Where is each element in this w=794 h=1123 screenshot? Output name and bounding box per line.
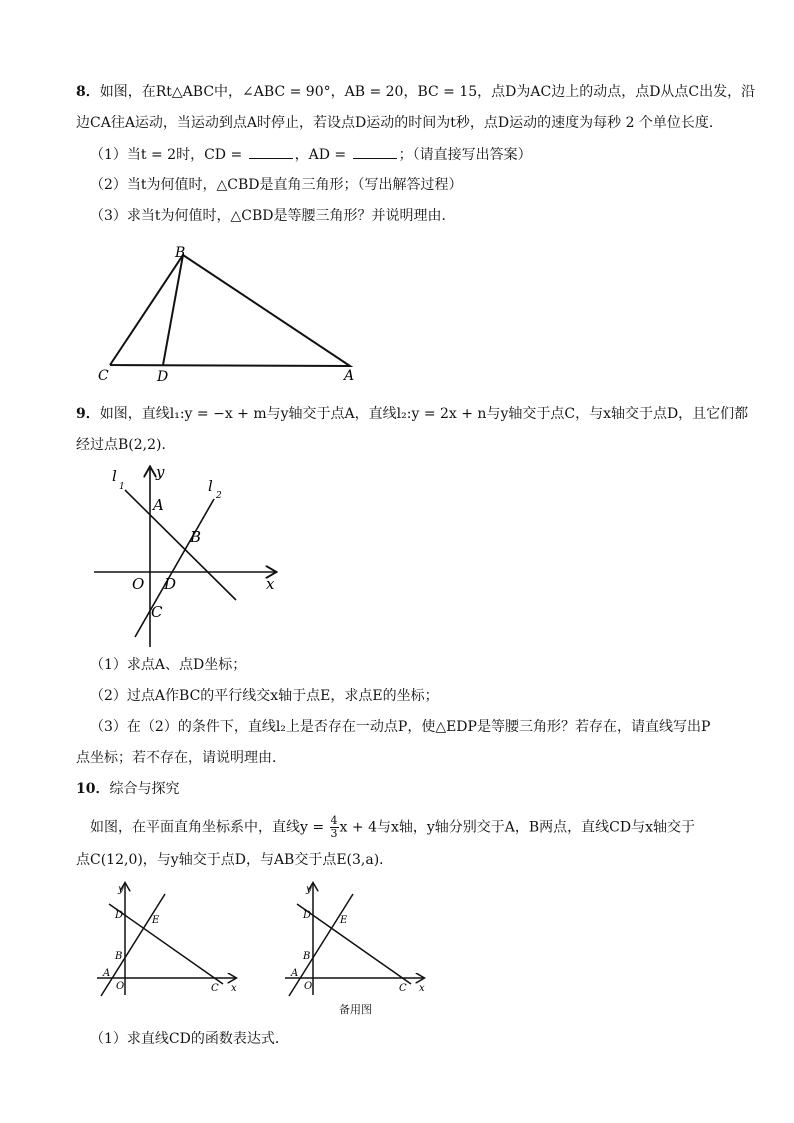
q10-stem-text-b: x + 4与x轴，y轴分别交于A，B两点，直线CD与x轴交于 xyxy=(339,819,696,836)
q9-label-b: B xyxy=(190,528,202,546)
q9-coordinate-figure xyxy=(90,462,290,652)
q10-frac-numerator: 4 xyxy=(330,814,338,827)
q9-part3-line2: 点坐标；若不存在，请说明理由． xyxy=(76,750,286,766)
q9-part3-line1: （3）在（2）的条件下，直线l₂上是否存在一动点P，使△EDP是等腰三角形？若存在，请直线写出P xyxy=(90,719,711,735)
q8-number: 8． xyxy=(76,84,100,100)
q9-label-l2-sub: 2 xyxy=(216,491,222,501)
q8-part1-text-b: ，AD = xyxy=(294,147,351,163)
q9-stem-line1 xyxy=(76,404,748,424)
q9-label-l1-sub: 1 xyxy=(119,482,125,492)
q10-backup-figure xyxy=(283,880,443,998)
q10-backup-label-x: x xyxy=(419,983,425,994)
q10-main-figure xyxy=(95,880,255,998)
q10-main-label-y: y xyxy=(118,884,124,895)
q10-backup-label-e: E xyxy=(340,915,348,926)
q9-stem-text1: 如图，直线l₁:y = −x + m与y轴交于点A，直线l₂:y = 2x + n与y轴交于点C，与x轴交于点D，且它们都 xyxy=(99,406,749,422)
q10-backup-line-cd xyxy=(297,904,411,984)
q10-backup-label-d: D xyxy=(303,910,312,921)
q10-main-label-a: A xyxy=(103,968,111,979)
q10-backup-label-y: y xyxy=(306,884,312,895)
q9-label-c: C xyxy=(151,603,163,621)
q9-label-x: x xyxy=(266,575,275,593)
q9-label-l1: l xyxy=(112,467,117,485)
q9-label-y: y xyxy=(156,463,165,481)
q10-main-label-o: O xyxy=(116,981,125,992)
q10-backup-label-c: C xyxy=(399,983,407,994)
q10-stem-line2: 点C(12,0)，与y轴交于点D，与AB交于点E(3,a)． xyxy=(76,852,394,868)
q10-main-label-c: C xyxy=(211,983,219,994)
q10-backup-label-o: O xyxy=(304,981,313,992)
q10-number: 10． xyxy=(76,781,110,797)
q9-part1: （1）求点A、点D坐标； xyxy=(90,657,247,673)
q9-label-o: O xyxy=(132,575,145,593)
q10-backup-label-a: A xyxy=(291,968,299,979)
q10-main-label-e: E xyxy=(152,915,160,926)
q8-part3: （3）求当t为何值时，△CBD是等腰三角形？并说明理由． xyxy=(90,208,456,224)
q8-stem-text1: 如图，在Rt△ABC中，∠ABC = 90°，AB = 20，BC = 15，点D为AC边上的动点，点D从点C出发，沿 xyxy=(99,84,756,100)
q8-label-c: C xyxy=(98,368,109,384)
q8-label-d: D xyxy=(157,369,169,385)
q8-part1 xyxy=(90,144,532,165)
q9-label-l2: l xyxy=(208,477,213,495)
q8-part1-text-c: ；（请直接写出答案） xyxy=(398,147,532,163)
q8-ad-answer-blank[interactable] xyxy=(353,144,397,159)
q9-part2: （2）过点A作BC的平行线交x轴于点E，求点E的坐标； xyxy=(90,688,439,704)
q10-main-label-x: x xyxy=(231,983,237,994)
q10-backup-caption: 备用图 xyxy=(339,1003,372,1016)
q10-stem-line1 xyxy=(90,815,695,840)
q10-stem-text-a: 如图，在平面直角坐标系中，直线y = xyxy=(90,819,329,836)
q10-main-line-ab xyxy=(101,894,165,996)
q8-label-b: B xyxy=(175,245,186,261)
q10-main-line-cd xyxy=(109,904,223,984)
q10-main-label-d: D xyxy=(115,910,124,921)
q8-stem-line1 xyxy=(76,82,755,102)
q10-title: 综合与探究 xyxy=(109,781,180,797)
q9-line-l2 xyxy=(135,499,214,637)
q8-part2: （2）当t为何值时，△CBD是直角三角形；（写出解答过程） xyxy=(90,177,463,193)
q10-fraction xyxy=(330,815,339,840)
q8-label-a: A xyxy=(344,368,355,384)
q8-triangle-abc xyxy=(110,255,350,366)
q9-number: 9． xyxy=(76,406,100,422)
q9-label-a: A xyxy=(153,496,164,514)
q9-label-d: D xyxy=(164,575,177,593)
q9-stem-line2: 经过点B(2,2)． xyxy=(76,437,176,453)
q8-cd-answer-blank[interactable] xyxy=(249,144,293,159)
q10-backup-label-b: B xyxy=(303,951,311,962)
q8-part1-text-a: （1）当t = 2时，CD = xyxy=(90,147,247,163)
q10-main-label-b: B xyxy=(115,951,123,962)
q10-heading xyxy=(76,779,179,799)
q10-part1: （1）求直线CD的函数表达式． xyxy=(90,1031,289,1047)
q10-backup-line-ab xyxy=(289,894,353,996)
q8-stem-line2: 边CA往A运动，当运动到点A时停止，若设点D运动的时间为t秒，点D运动的速度为每秒 2 个单位长度． xyxy=(76,115,723,131)
q10-frac-denominator: 3 xyxy=(330,827,338,840)
q8-triangle-figure xyxy=(90,240,370,390)
